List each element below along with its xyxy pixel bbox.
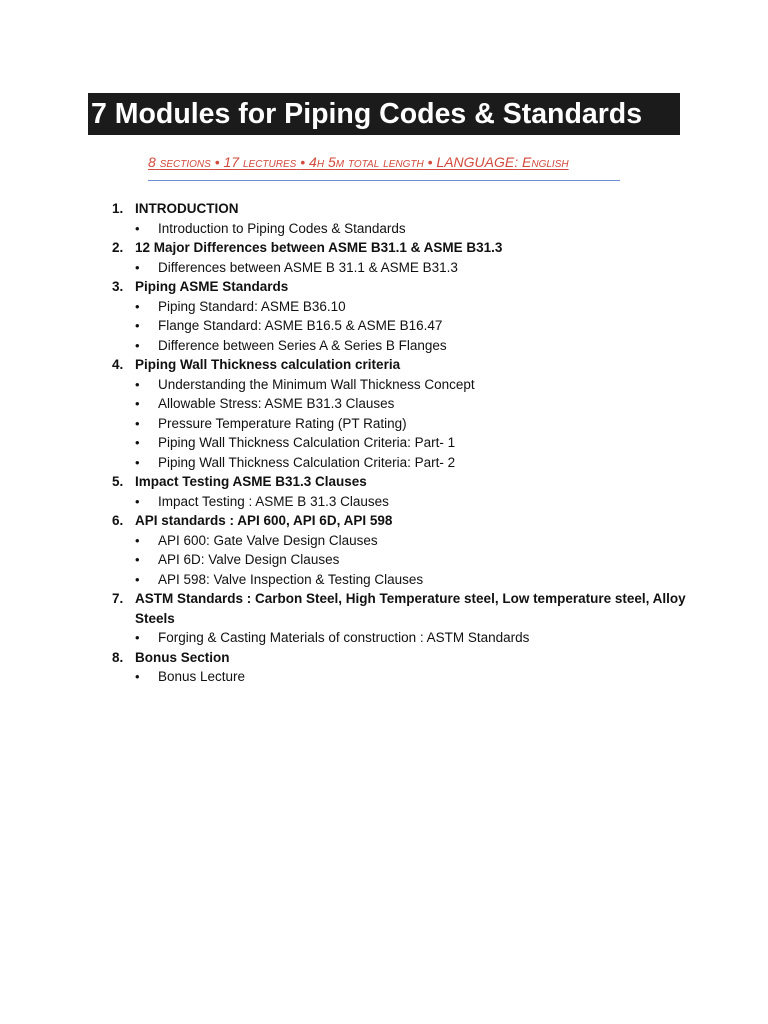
lectures-label: lectures [242,154,297,170]
lecture-title: API 598: Valve Inspection & Testing Clauses [158,571,424,587]
bullet-icon: • [135,630,140,645]
lecture-item [112,219,692,239]
bullet-icon: • [135,259,140,275]
lecture-list [112,492,692,512]
section-number: 1. [112,201,124,216]
section-title: Impact Testing ASME B31.3 Clauses [135,474,367,489]
lecture-title: Flange Standard: ASME B16.5 & ASME B16.47 [158,318,443,333]
lecture-item [112,667,692,687]
lecture-list [112,667,692,687]
bullet-icon: • [135,220,140,236]
section-heading [112,277,692,297]
section-heading [112,511,692,531]
lecture-item [112,453,692,473]
section-number: 3. [112,279,124,294]
section-item [112,277,692,355]
section-number: 4. [112,357,124,372]
section-heading [112,472,692,492]
bullet-icon: • [135,415,140,431]
section-title: INTRODUCTION [135,201,239,216]
bullet-icon: • [135,669,140,684]
page-title-banner [88,93,680,135]
length-minutes: 5m [327,154,345,170]
language-label: LANGUAGE: [436,154,519,170]
section-title: Bonus Section [135,649,230,665]
divider [148,180,620,181]
lectures-count: 17 [223,154,240,170]
lecture-item [112,433,692,453]
lecture-list [112,258,692,278]
lecture-item [112,394,692,414]
section-title: Piping Wall Thickness calculation criteria [135,357,401,372]
lecture-item [112,375,692,395]
separator: • [300,154,306,170]
length-hours: 4h [309,154,325,170]
bullet-icon: • [135,493,140,509]
lecture-list [112,297,692,356]
language-value: English [522,154,569,170]
section-item [112,648,692,687]
lecture-item [112,316,692,336]
section-heading [112,238,692,258]
bullet-icon: • [135,532,140,548]
page-title: 7 Modules for Piping Codes & Standards [91,98,643,130]
lecture-title: Understanding the Minimum Wall Thickness Concept [158,376,475,392]
section-number: 6. [112,513,124,528]
sections-label: sections [159,154,211,170]
bullet-icon: • [135,318,140,333]
bullet-icon: • [135,454,140,470]
section-title: Piping ASME Standards [135,279,289,294]
section-title: API standards : API 600, API 6D, API 598 [135,513,393,528]
lecture-item [112,492,692,512]
lecture-title: Piping Standard: ASME B36.10 [158,298,346,314]
section-number: 5. [112,474,124,489]
lecture-title: Piping Wall Thickness Calculation Criteria: Part- 2 [158,454,456,470]
section-item [112,511,692,589]
section-heading [112,589,692,628]
bullet-icon: • [135,571,140,587]
lecture-title: Pressure Temperature Rating (PT Rating) [158,415,407,431]
lecture-item [112,297,692,317]
lecture-title: Bonus Lecture [158,669,246,684]
section-title: 12 Major Differences between ASME B31.1 & ASME B31.3 [135,240,503,255]
lecture-title: Impact Testing : ASME B 31.3 Clauses [158,493,389,509]
section-title: ASTM Standards : Carbon Steel, High Temperature steel, Low temperature steel, Alloy Steels [135,591,686,626]
course-summary [148,152,620,172]
section-item [112,589,692,648]
lecture-item [112,414,692,434]
section-item [112,238,692,277]
lecture-item [112,258,692,278]
bullet-icon: • [135,337,140,353]
lecture-item [112,628,692,648]
lecture-list [112,375,692,473]
lecture-list [112,531,692,590]
separator: • [427,154,433,170]
lecture-item [112,531,692,551]
sections-count: 8 [148,154,156,170]
course-outline [112,199,692,687]
lecture-title: Forging & Casting Materials of construction : ASTM Standards [158,630,530,645]
section-item [112,199,692,238]
section-item [112,355,692,472]
separator: • [214,154,220,170]
lecture-title: API 600: Gate Valve Design Clauses [158,532,378,548]
bullet-icon: • [135,376,140,392]
lecture-title: Piping Wall Thickness Calculation Criteria: Part- 1 [158,435,456,450]
lecture-list [112,628,692,648]
lecture-title: Difference between Series A & Series B Flanges [158,337,447,353]
lecture-title: Allowable Stress: ASME B31.3 Clauses [158,396,395,411]
section-heading [112,648,692,668]
bullet-icon: • [135,298,140,314]
bullet-icon: • [135,552,140,567]
lecture-item [112,570,692,590]
lecture-title: API 6D: Valve Design Clauses [158,552,340,567]
section-item [112,472,692,511]
section-heading [112,199,692,219]
section-number: 2. [112,240,124,255]
length-label: total length [347,154,424,170]
lecture-list [112,219,692,239]
lecture-item [112,550,692,570]
lecture-title: Introduction to Piping Codes & Standards [158,220,406,236]
section-number: 7. [112,591,124,606]
lecture-title: Differences between ASME B 31.1 & ASME B31.3 [158,259,458,275]
bullet-icon: • [135,435,140,450]
lecture-item [112,336,692,356]
section-heading [112,355,692,375]
section-number: 8. [112,649,124,665]
bullet-icon: • [135,396,140,411]
